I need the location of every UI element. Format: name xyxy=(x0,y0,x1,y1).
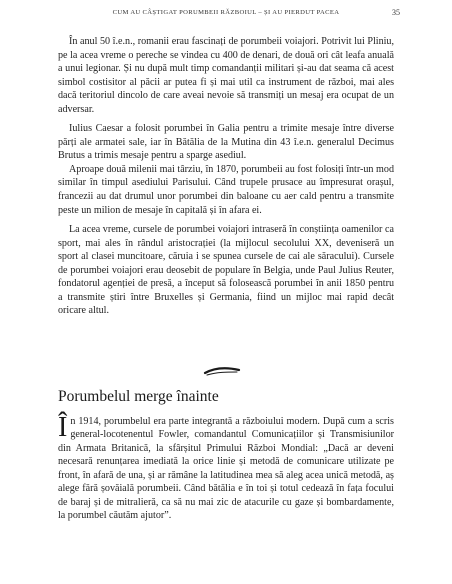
section-text xyxy=(58,412,394,523)
page-number: 35 xyxy=(392,8,400,17)
flourish-icon xyxy=(202,365,242,377)
section-heading: Porumbelul merge înainte xyxy=(58,388,219,405)
paragraph: Iulius Caesar a folosit porumbei în Galia pentru a trimite mesaje între diverse părți ale armatei sale, iar în Bătălia de la Mutina din 43 î.e.n. generalul Decimus Brutus a trimis mesaje pentru a sparge asediul. xyxy=(58,123,394,162)
paragraph: Aproape două milenii mai târziu, în 1870, porumbeii au fost folosiți într-un mod similar în timpul asediului Parisului. Când trupele prusace au împresurat orașul, francezii au dat drumul unor porumbei din baloane cu aer cald pentru a transmite peste un milion de mesaje în capitală și în afara ei. xyxy=(58,163,394,216)
paragraph: La acea vreme, cursele de porumbei voiajori intraseră în conștiința oamenilor ca sport, mai ales în rândul aristocrației (la mijlocul secolului XX, deveniseră un sport al clasei muncitoare, căruia i se spunea cursele de cai ale săracului). Cursele de porumbei voiajori erau deosebit de populare în Belgia, unde Paul Julius Reuter, fondatorul agenției de presă, a început să folosească porumbei în anii 1850 pentru a transmite știri între Bruxelles și Germania, fiind un mijloc mai rapid decât oricare altul. xyxy=(58,224,394,317)
dropcap: Î xyxy=(58,412,68,443)
section-paragraph-text: n 1914, porumbelul era parte integrantă a războiului modern. După cum a scris general-locotenentul Fowler, comandantul Comunicațiilor și Transmisiunilor din Armata Britanică, la sfârșitul Primului Război Mondial: „Dacă ar deveni necesară renunțarea imediată la orice linie și metodă de comunicare utilizate pe front, în afară de una, și ar rămâne la latitudinea mea să aleg acea unică metodă, aș alege fără șovăială porumbeii. Când bătălia e în toi și totul cedează în fața focului de baraj și de mitralieră, ca să nu mai zic de atacurile cu gaze și bombardamente, la porumbel căutăm ajutor”. xyxy=(58,416,394,522)
running-head: CUM AU CÂȘTIGAT PORUMBEII RĂZBOIUL – ȘI AU PIERDUT PACEA xyxy=(112,9,340,16)
section-paragraph xyxy=(58,412,394,523)
paragraph: În anul 50 î.e.n., romanii erau fascinați de porumbeii voiajori. Potrivit lui Pliniu, pe la acea vreme o pereche se vindea cu 400 de denari, de două ori cât leafa anuală a unui legionar. Și nu după mult timp comandanții militari și-au dat seama că acest simbol costisitor al păcii ar putea fi și mai util ca instrument de război, mai ales dacă teritoriul dincolo de care aveai nevoie să transmiți un mesaj era ocupat de un adversar. xyxy=(58,36,394,115)
body-text xyxy=(58,35,394,324)
